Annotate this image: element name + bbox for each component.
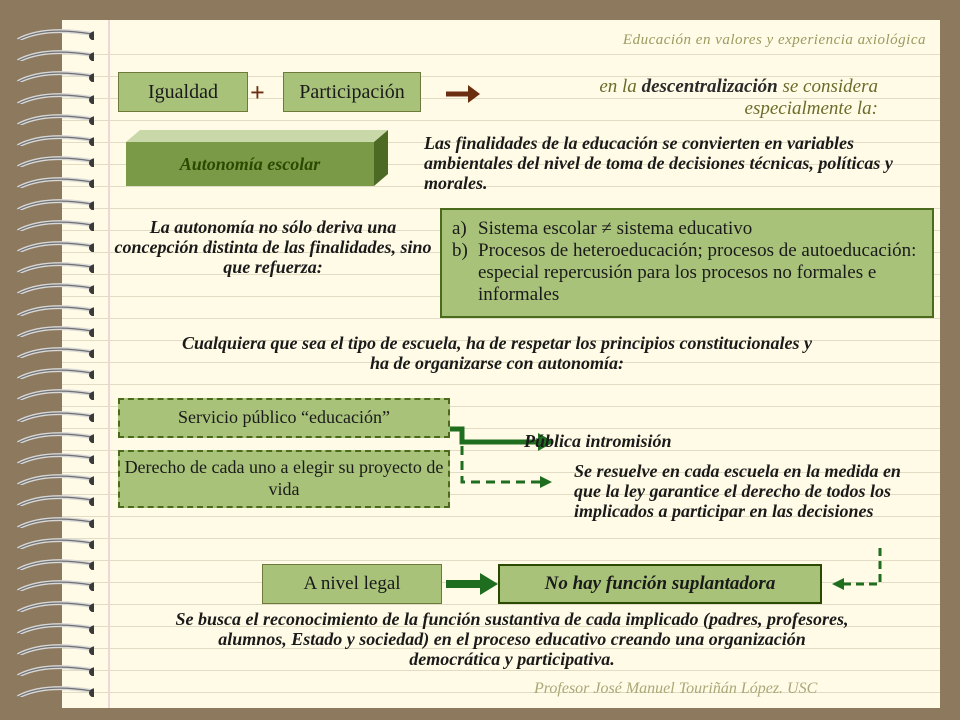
- spiral-ring: [14, 579, 94, 591]
- spiral-ring: [14, 155, 94, 167]
- spiral-ring: [14, 198, 94, 210]
- spiral-ring: [14, 516, 94, 528]
- spiral-ring: [14, 346, 94, 358]
- list-item: [452, 240, 922, 306]
- participacion-box: Participación: [283, 72, 421, 112]
- finalidades-text: Las finalidades de la educación se convierten en variables ambientales del nivel de toma de decisiones técnicas, políticas y morales.: [424, 133, 893, 193]
- dashed-return-arrow: [822, 546, 892, 596]
- resuelve-part2: en la medida en que la ley garantice el derecho de todos los implicados a participar en las decisiones: [574, 461, 901, 521]
- spiral-ring: [14, 113, 94, 125]
- list-item-text: Sistema escolar ≠ sistema educativo: [478, 218, 753, 239]
- spiral-ring: [14, 600, 94, 612]
- spiral-ring: [14, 282, 94, 294]
- notebook-page: [62, 20, 940, 708]
- publica-intromision-text: Pública intromisión: [524, 431, 672, 451]
- servicio-publico-box: Servicio público “educación”: [118, 398, 450, 438]
- spiral-ring: [14, 622, 94, 634]
- margin-line: [108, 20, 110, 708]
- phrase-part1: en la: [599, 76, 637, 97]
- list-marker: b): [452, 239, 468, 261]
- statement-text: Cualquiera que sea el tipo de escuela, ha de respetar los principios constitucionales y ha de organizarse con autonomía:: [182, 333, 812, 373]
- list-item: [452, 218, 922, 240]
- no-hay-funcion-box: No hay función suplantadora: [498, 564, 822, 604]
- list-marker: a): [452, 218, 467, 239]
- ruled-line: [62, 560, 940, 561]
- spiral-ring: [14, 388, 94, 400]
- header-title: Educación en valores y experiencia axiológica: [622, 32, 926, 48]
- igualdad-box: Igualdad: [118, 72, 248, 112]
- spiral-ring: [14, 494, 94, 506]
- ruled-line: [62, 120, 940, 121]
- spiral-ring: [14, 240, 94, 252]
- spiral-ring: [14, 219, 94, 231]
- spiral-ring: [14, 325, 94, 337]
- ruled-line: [62, 384, 940, 385]
- spiral-ring: [14, 261, 94, 273]
- spiral-ring: [14, 134, 94, 146]
- resuelve-part1: Se resuelve en cada: [574, 461, 720, 481]
- spiral-ring: [14, 28, 94, 40]
- plus-sign: +: [250, 78, 265, 107]
- ruled-line: [62, 54, 940, 55]
- spiral-ring: [14, 431, 94, 443]
- spiral-ring: [14, 176, 94, 188]
- spiral-ring: [14, 410, 94, 422]
- ruled-line: [62, 670, 940, 671]
- descentralizacion-phrase: [498, 76, 878, 120]
- ruled-line: [62, 318, 940, 319]
- spiral-ring: [14, 92, 94, 104]
- spiral-ring: [14, 473, 94, 485]
- spiral-ring: [14, 664, 94, 676]
- spiral-ring: [14, 558, 94, 570]
- spiral-ring: [14, 367, 94, 379]
- spiral-ring: [14, 537, 94, 549]
- derecho-elegir-box: Derecho de cada uno a elegir su proyecto de vida: [118, 450, 450, 508]
- spiral-ring: [14, 304, 94, 316]
- refuerza-list-box: [440, 208, 934, 318]
- se-resuelve-text: [574, 462, 914, 521]
- escuela-highlight: escuela: [723, 461, 779, 481]
- list-item-text: Procesos de heteroeducación; procesos de autoeducación: especial repercusión para los procesos no formales e informales: [478, 239, 917, 305]
- phrase-part2: se considera: [782, 76, 878, 97]
- ruled-line: [62, 604, 940, 605]
- nivel-legal-box: A nivel legal: [262, 564, 442, 604]
- spiral-ring: [14, 452, 94, 464]
- autonomia-label: Autonomía escolar: [179, 153, 321, 174]
- spiral-ring: [14, 70, 94, 82]
- phrase-line2: especialmente la:: [744, 97, 878, 119]
- conclusion-text: Se busca el reconocimiento de la función sustantiva de cada implicado (padres, profesores, alumnos, Estado y sociedad) en el proceso educativo creando una organización democrática y participativa.: [175, 609, 849, 669]
- ruled-line: [62, 538, 940, 539]
- spiral-ring: [14, 49, 94, 61]
- arrow-right-icon: [444, 82, 482, 106]
- descentralizacion-highlight: descentralización: [641, 76, 778, 97]
- autonomia-refuerza-text: La autonomía no sólo deriva una concepción distinta de las finalidades, sino que refuerza:: [114, 217, 432, 277]
- footer-author: Profesor José Manuel Touriñán López. USC: [534, 680, 818, 697]
- arrow-right-icon: [442, 571, 500, 597]
- spiral-ring: [14, 685, 94, 697]
- spiral-ring: [14, 643, 94, 655]
